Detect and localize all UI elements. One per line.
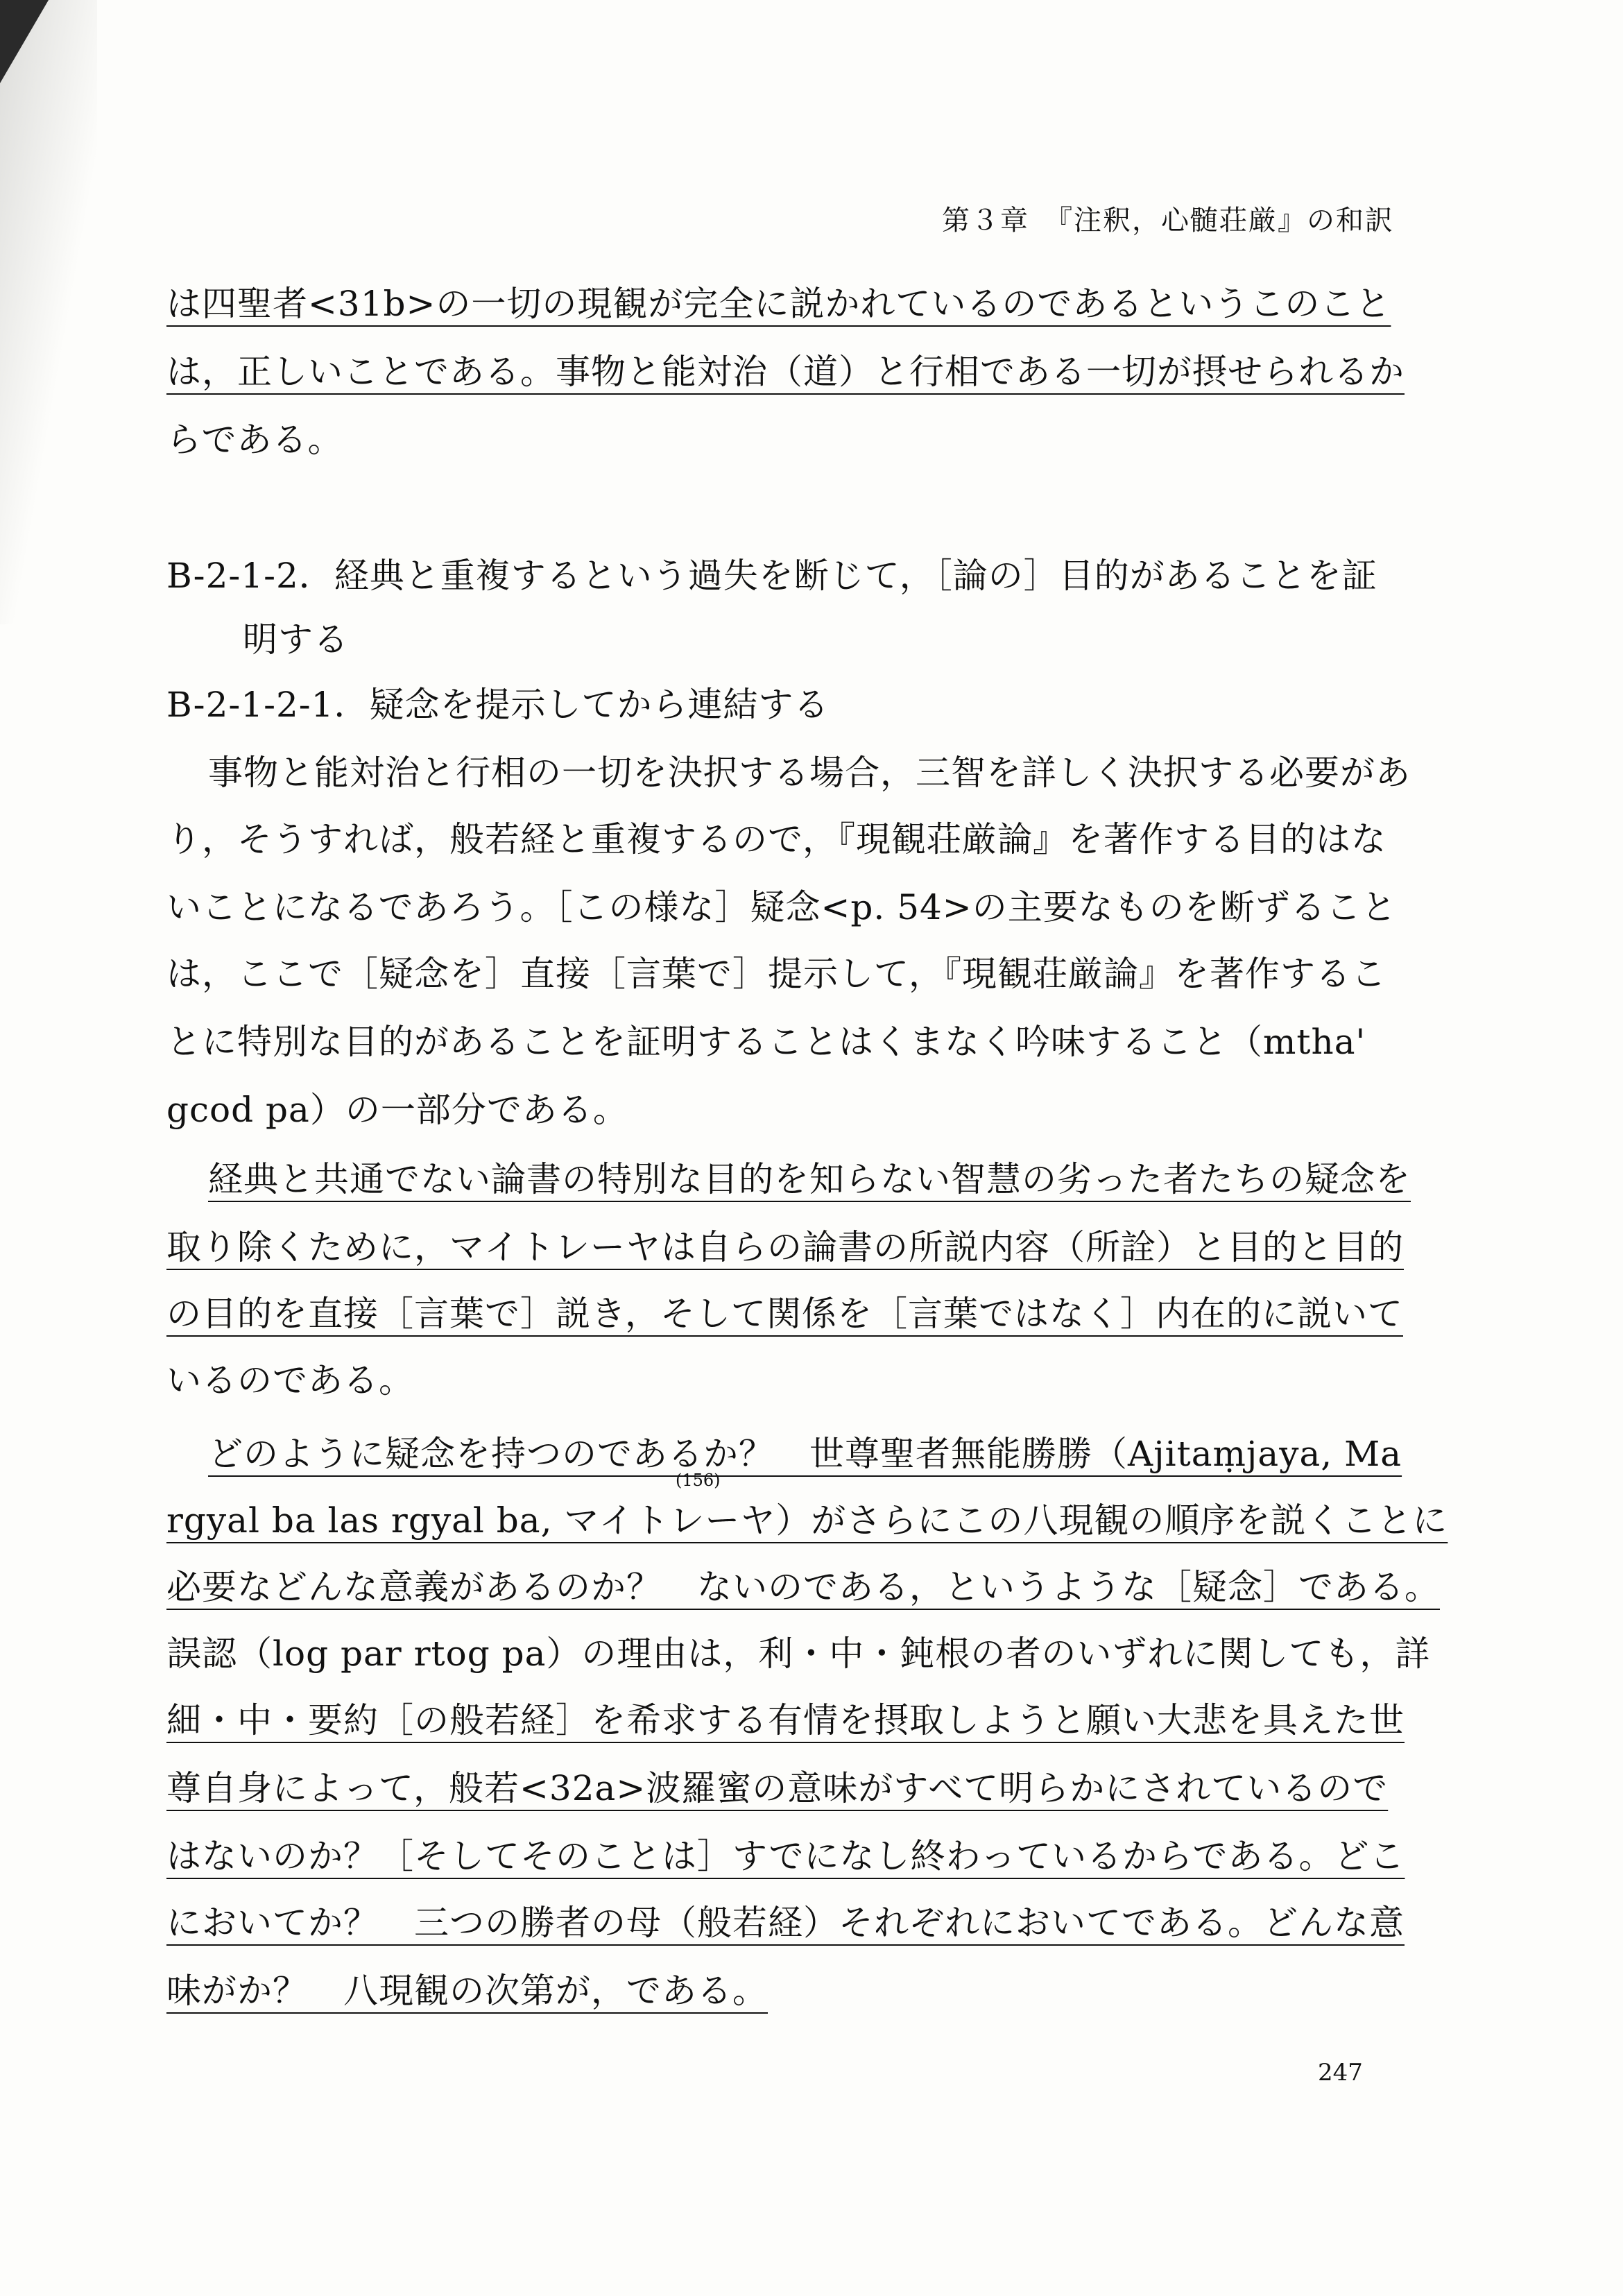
text-line: の目的を直接［言葉で］説き，そして関係を［言葉ではなく］内在的に説いて: [166, 1294, 1403, 1334]
text-line: らである。: [166, 420, 343, 460]
running-header: 第３章 『注釈，心髄荘厳』の和訳: [942, 205, 1394, 237]
text-line: いるのである。: [166, 1360, 414, 1400]
section-heading-cont: 明する: [243, 619, 349, 660]
text-line: 経典と共通でない論書の特別な目的を知らない智慧の劣った者たちの疑念を: [208, 1159, 1411, 1199]
text-line: 取り除くために，マイトレーヤは自らの論書の所説内容（所詮）と目的と目的: [166, 1227, 1404, 1267]
text-line: 事物と能対治と行相の一切を決択する場合，三智を詳しく決択する必要があ: [208, 753, 1411, 793]
text-line: は，ここで［疑念を］直接［言葉で］提示して，『現観荘厳論』を著作するこ: [166, 954, 1386, 994]
text-line: rgyal ba las rgyal ba, マイトレーヤ）がさらにこの八現観の順序を説くことに: [166, 1500, 1448, 1541]
text-line: どのように疑念を持つのであるか？ 世尊聖者無能勝勝（Ajitaṃjaya, Ma: [208, 1434, 1402, 1474]
text-line: 誤認（log par rtog pa）の理由は，利・中・鈍根の者のいずれに関しても，詳: [166, 1634, 1431, 1674]
text-line: 細・中・要約［の般若経］を希求する有情を摂取しようと願い大悲を具えた世: [166, 1700, 1405, 1740]
text-line: 味がか？ 八現観の次第が，である。: [166, 1971, 768, 2011]
scan-corner: [0, 0, 49, 83]
text-line: とに特別な目的があることを証明することはくまなく吟味すること（mtha': [166, 1022, 1366, 1062]
text-line: は，正しいことである。事物と能対治（道）と行相である一切が摂せられるか: [166, 352, 1405, 392]
text-line: り，そうすれば，般若経と重複するので，『現観荘厳論』を著作する目的はな: [166, 819, 1386, 859]
text-line: いことになるであろう。［この様な］疑念<p. 54>の主要なものを断ずること: [166, 887, 1397, 927]
text-line: は四聖者<31b>の一切の現観が完全に説かれているのであるというこのこと: [166, 284, 1391, 324]
section-heading: B-2-1-2-1．疑念を提示してから連結する: [166, 685, 830, 725]
text-line: はないのか？［そしてそのことは］すでになし終わっているからである。どこ: [166, 1836, 1405, 1876]
text-line: 尊自身によって，般若<32a>波羅蜜の意味がすべて明らかにされているので: [166, 1768, 1389, 1808]
section-heading: B-2-1-2．経典と重複するという過失を断じて，［論の］目的があることを証: [166, 556, 1377, 596]
text-line: gcod pa）の一部分である。: [166, 1090, 628, 1130]
scan-shadow: [0, 0, 97, 624]
footnote-marker: (156): [676, 1471, 721, 1490]
text-line: においてか？ 三つの勝者の母（般若経）それぞれにおいてである。どんな意: [166, 1903, 1405, 1943]
page-number: 247: [1318, 2059, 1363, 2087]
text-line: 必要などんな意義があるのか？ ないのである，というような［疑念］である。: [166, 1567, 1440, 1607]
